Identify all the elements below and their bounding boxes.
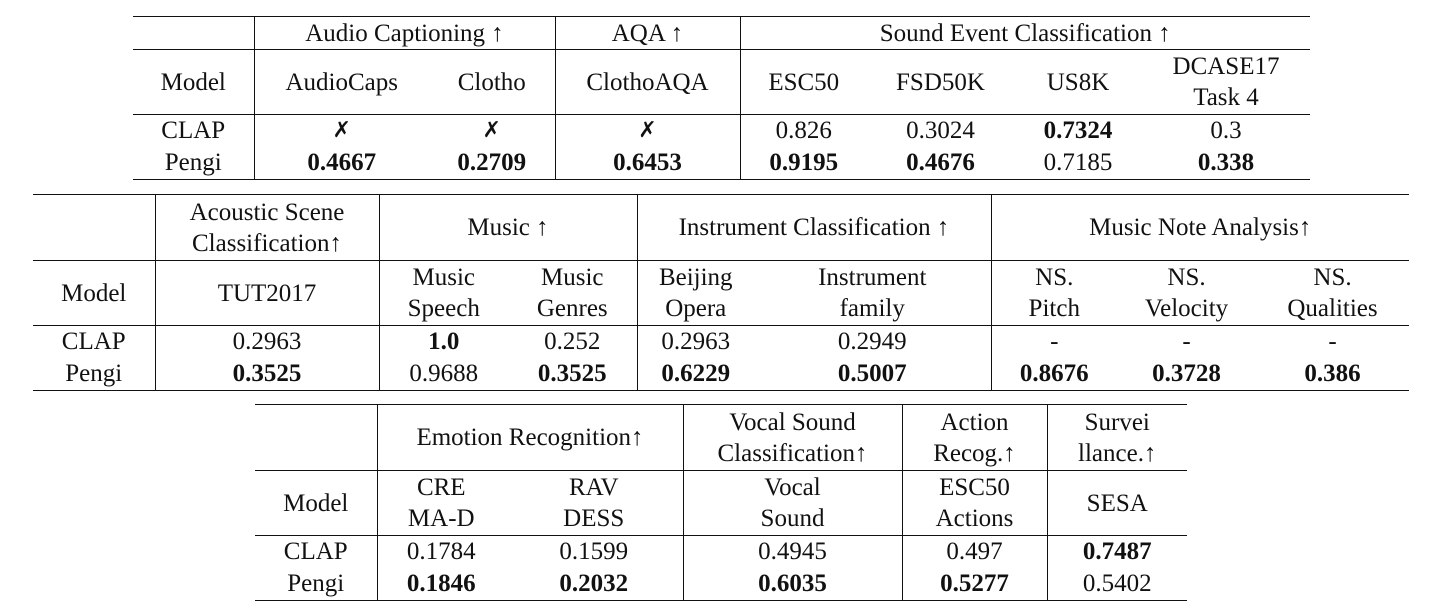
group-header: Audio Captioning ↑ — [254, 17, 555, 50]
group-header-line: Action — [940, 408, 1009, 436]
table-cell: 0.6035 — [683, 568, 902, 601]
table-cell: 0.4667 — [254, 147, 429, 180]
column-header-line: Actions — [935, 505, 1014, 532]
group-header-line: Survei — [1084, 408, 1150, 436]
column-header-line: CRE — [416, 474, 466, 501]
column-header: ESC50 — [740, 50, 867, 115]
table-row — [133, 147, 1310, 180]
results-table-2 — [33, 194, 1409, 391]
table-cell: 0.2709 — [429, 147, 555, 180]
column-header-line: MA-D — [407, 505, 475, 532]
table-row — [33, 358, 1409, 391]
model-name: CLAP — [33, 326, 155, 358]
column-header-row — [133, 50, 1310, 115]
group-header-line: Classification↑ — [192, 229, 342, 257]
table-cell: 0.9688 — [379, 358, 508, 391]
table-cell: 0.6229 — [637, 358, 754, 391]
table-cell: 0.497 — [902, 536, 1047, 568]
column-header-line: Pitch — [1028, 295, 1080, 322]
table-row — [255, 568, 1187, 601]
column-header — [1117, 261, 1256, 326]
group-header: Emotion Recognition↑ — [377, 405, 683, 471]
table-cell: 0.252 — [508, 326, 637, 358]
table-cell: - — [1256, 326, 1409, 358]
column-header — [377, 471, 505, 536]
column-header: AudioCaps — [254, 50, 429, 115]
cross-mark: ✗ — [429, 115, 555, 147]
table-cell: 0.6453 — [555, 147, 740, 180]
table-cell: 0.5007 — [754, 358, 991, 391]
column-header — [637, 261, 754, 326]
model-header: Model — [33, 261, 155, 326]
column-header-line: Beijing — [658, 264, 733, 291]
group-header: Instrument Classification ↑ — [637, 195, 991, 261]
table-cell: 0.8676 — [991, 358, 1117, 391]
group-header-line: Classification↑ — [717, 439, 868, 467]
group-header: AQA ↑ — [555, 17, 740, 50]
group-header — [1047, 405, 1187, 471]
table-cell: 0.3525 — [155, 358, 379, 391]
group-header-line: Recog.↑ — [933, 439, 1016, 467]
group-header-line: Vocal Sound — [729, 408, 856, 436]
table-cell: 0.2949 — [754, 326, 991, 358]
column-header: FSD50K — [867, 50, 1014, 115]
table-cell: 0.826 — [740, 115, 867, 147]
column-header — [1256, 261, 1409, 326]
column-header-line: NS. — [1313, 264, 1352, 291]
column-header — [508, 261, 637, 326]
column-header-line: NS. — [1167, 264, 1206, 291]
table-cell: 0.7487 — [1047, 536, 1187, 568]
cross-mark: ✗ — [254, 115, 429, 147]
column-header-line: Music — [412, 264, 475, 291]
group-header: Sound Event Classification ↑ — [740, 17, 1310, 50]
table-cell: 0.3 — [1142, 115, 1310, 147]
table-cell: 0.7324 — [1014, 115, 1142, 147]
table-cell: 0.3728 — [1117, 358, 1256, 391]
results-table-3 — [255, 404, 1187, 601]
column-header-line: Vocal — [764, 474, 821, 501]
column-header: ClothoAQA — [555, 50, 740, 115]
table-cell: - — [991, 326, 1117, 358]
table-row — [133, 115, 1310, 147]
column-header — [991, 261, 1117, 326]
column-header-row — [33, 261, 1409, 326]
model-name: CLAP — [133, 115, 254, 147]
cross-mark: ✗ — [555, 115, 740, 147]
column-header-line: RAV — [568, 474, 619, 501]
table-cell: 0.9195 — [740, 147, 867, 180]
column-header — [683, 471, 902, 536]
table-cell: 0.7185 — [1014, 147, 1142, 180]
table-row — [255, 536, 1187, 568]
column-header — [902, 471, 1047, 536]
column-header-line: Music — [541, 264, 604, 291]
group-header — [683, 405, 902, 471]
table-cell: 0.386 — [1256, 358, 1409, 391]
column-header-line: NS. — [1035, 264, 1074, 291]
results-table-1 — [133, 16, 1310, 180]
model-name: Pengi — [33, 358, 155, 391]
group-header-line: Acoustic Scene — [189, 198, 345, 226]
table-cell: 0.1846 — [377, 568, 505, 601]
table-cell: 0.1599 — [505, 536, 683, 568]
column-header-line: DCASE17 — [1172, 53, 1280, 80]
column-header-line: Instrument — [818, 264, 927, 291]
table-cell: 0.3024 — [867, 115, 1014, 147]
group-header-row — [33, 195, 1409, 261]
model-name: CLAP — [255, 536, 377, 568]
column-header: SESA — [1047, 471, 1187, 536]
table-cell: 0.4945 — [683, 536, 902, 568]
column-header-line: ESC50 — [939, 474, 1010, 501]
column-header-line: Speech — [407, 295, 480, 322]
model-header: Model — [133, 50, 254, 115]
column-header — [1142, 50, 1310, 115]
group-header: Music ↑ — [379, 195, 637, 261]
model-header: Model — [255, 471, 377, 536]
group-header: Music Note Analysis↑ — [991, 195, 1409, 261]
table-row — [33, 326, 1409, 358]
table-cell: 0.2032 — [505, 568, 683, 601]
model-name: Pengi — [133, 147, 254, 180]
column-header: Clotho — [429, 50, 555, 115]
group-header-row — [255, 405, 1187, 471]
column-header — [379, 261, 508, 326]
table-cell: 0.338 — [1142, 147, 1310, 180]
column-header: US8K — [1014, 50, 1142, 115]
column-header-line: DESS — [563, 505, 625, 532]
table-cell: 0.5277 — [902, 568, 1047, 601]
column-header: TUT2017 — [155, 261, 379, 326]
table-cell: 0.3525 — [508, 358, 637, 391]
table-cell: 0.2963 — [637, 326, 754, 358]
group-header-row — [133, 17, 1310, 50]
table-cell: 0.1784 — [377, 536, 505, 568]
column-header — [754, 261, 991, 326]
column-header-line: Task 4 — [1193, 84, 1259, 111]
table-cell: - — [1117, 326, 1256, 358]
column-header-line: Qualities — [1287, 295, 1378, 322]
column-header-line: Sound — [760, 505, 825, 532]
column-header-line: Opera — [665, 295, 727, 322]
column-header-line: Genres — [536, 295, 608, 322]
column-header — [505, 471, 683, 536]
model-name: Pengi — [255, 568, 377, 601]
group-header — [155, 195, 379, 261]
table-cell: 0.4676 — [867, 147, 1014, 180]
table-cell: 0.5402 — [1047, 568, 1187, 601]
column-header-line: Velocity — [1144, 295, 1229, 322]
group-header — [902, 405, 1047, 471]
table-cell: 1.0 — [379, 326, 508, 358]
table-cell: 0.2963 — [155, 326, 379, 358]
column-header-row — [255, 471, 1187, 536]
column-header-line: family — [839, 295, 905, 322]
group-header-line: llance.↑ — [1078, 439, 1157, 467]
